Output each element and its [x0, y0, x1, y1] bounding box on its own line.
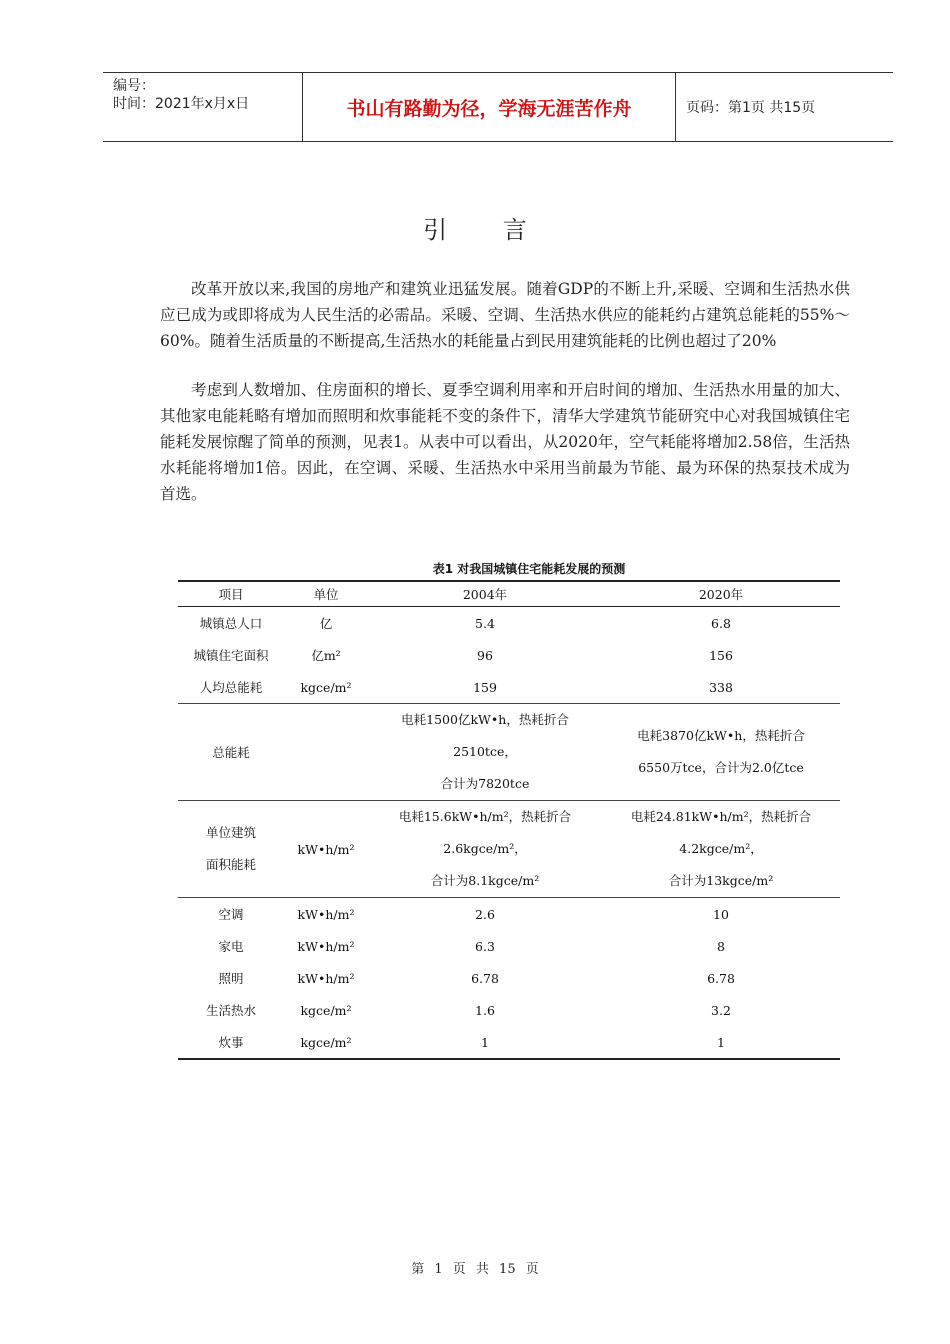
- cell-2020: 338: [709, 679, 733, 695]
- row-label: 生活热水: [205, 1003, 256, 1018]
- row-label: [178, 801, 284, 898]
- cell-2004: 96: [477, 647, 493, 663]
- cell-line: 电耗1500亿kW•h，热耗折合2510tce，: [401, 712, 569, 759]
- cell-line: 6550万tce，合计为2.0亿tce: [638, 760, 804, 775]
- row-label: 照明: [218, 971, 244, 986]
- row-unit: kW•h/m²: [284, 801, 368, 898]
- table-row: [178, 994, 840, 1026]
- row-unit: kW•h/m²: [297, 938, 355, 954]
- row-unit: [284, 704, 368, 801]
- table-row: [178, 1026, 840, 1059]
- cell-line: 电耗24.81kW•h/m²，热耗折合4.2kgce/m²，: [630, 809, 812, 856]
- cell-2004: 1: [368, 1026, 602, 1059]
- energy-forecast-table: [178, 558, 840, 1060]
- col-header-unit: 单位: [284, 581, 368, 607]
- header-page-info: 页码：第1页 共15页: [686, 100, 816, 116]
- cell-line: 面积能耗: [205, 857, 256, 872]
- cell-2020: 3.2: [711, 1002, 731, 1018]
- table-row: [178, 962, 840, 994]
- cell-2020: 10: [602, 898, 840, 931]
- col-header-item: 项目: [178, 581, 284, 607]
- row-label: 总能耗: [178, 704, 284, 801]
- cell-line: 合计为8.1kgce/m²: [430, 873, 540, 888]
- row-unit: kgce/m²: [300, 1002, 352, 1018]
- page-header: [103, 72, 893, 142]
- row-unit: 亿: [319, 616, 333, 631]
- header-motto: 书山有路勤为径，学海无涯苦作舟: [303, 73, 676, 141]
- row-unit: kgce/m²: [300, 679, 352, 695]
- table-row: [178, 639, 840, 671]
- page-footer: 第 1 页 共 15 页: [411, 1262, 539, 1277]
- row-label: 家电: [218, 939, 244, 954]
- row-unit: kgce/m²: [284, 1026, 368, 1059]
- row-label: 炊事: [178, 1026, 284, 1059]
- col-header-2020: 2020年: [602, 581, 840, 607]
- paragraph-2: 考虑到人数增加、住房面积的增长、夏季空调利用率和开启时间的增加、生活热水用量的加大、其他家电能耗略有增加而照明和炊事能耗不变的条件下，清华大学建筑节能研究中心对我国城镇住宅能耗发展惊醒了简单的预测，见表1。从表中可以看出，从2020年，空气耗能将增加2.58倍，生活热水耗能将增加1倍。因此，在空调、采暖、生活热水中采用当前最为节能、最为环保的热泵技术成为首选。: [160, 381, 850, 503]
- table-row: [178, 801, 840, 898]
- row-label: 空调: [178, 898, 284, 931]
- row-unit: 亿m²: [311, 648, 341, 663]
- paragraph-1: 改革开放以来,我国的房地产和建筑业迅猛发展。随着GDP的不断上升,采暖、空调和生活热水供应已成为或即将成为人民生活的必需品。采暖、空调、生活热水供应的能耗约占建筑总能耗的55%～60%。随着生活质量的不断提高,生活热水的耗能量占到民用建筑能耗的比例也超过了20%: [160, 280, 850, 350]
- table-caption: 表1 对我国城镇住宅能耗发展的预测: [432, 562, 626, 576]
- row-label: 人均总能耗: [199, 680, 263, 695]
- cell-2004: 1.6: [475, 1002, 495, 1018]
- cell-2020: [602, 801, 840, 898]
- row-label: 城镇住宅面积: [193, 648, 269, 663]
- cell-2020: 156: [709, 647, 733, 663]
- cell-line: 电耗3870亿kW•h，热耗折合: [637, 728, 805, 743]
- cell-line: 合计为13kgce/m²: [668, 873, 774, 888]
- table-row: [178, 671, 840, 704]
- date-label: 时间：2021年x月x日: [113, 96, 250, 112]
- cell-2020: 6.78: [707, 970, 735, 986]
- cell-2020: 8: [717, 938, 725, 954]
- table-row: [178, 898, 840, 931]
- cell-2020: 1: [602, 1026, 840, 1059]
- row-label: 城镇总人口: [199, 616, 263, 631]
- cell-2004: 6.3: [475, 938, 495, 954]
- header-meta: [103, 73, 303, 141]
- table: [178, 580, 840, 1060]
- cell-2004: 159: [473, 679, 497, 695]
- cell-2020: [602, 704, 840, 801]
- row-unit: kW•h/m²: [284, 898, 368, 931]
- cell-2004: [368, 704, 602, 801]
- cell-2004: [368, 801, 602, 898]
- cell-line: 合计为7820tce: [440, 776, 530, 791]
- row-unit: kW•h/m²: [297, 970, 355, 986]
- table-row: [178, 704, 840, 801]
- cell-2020: 6.8: [711, 615, 731, 631]
- cell-line: 单位建筑: [205, 825, 256, 840]
- col-header-2004: 2004年: [368, 581, 602, 607]
- cell-2004: 5.4: [475, 615, 495, 631]
- table-row: [178, 607, 840, 640]
- number-label: 编号：: [113, 78, 155, 94]
- table-row: [178, 930, 840, 962]
- cell-2004: 6.78: [471, 970, 499, 986]
- table-header-row: [178, 581, 840, 607]
- cell-2004: 2.6: [368, 898, 602, 931]
- page-title: 引 言: [423, 216, 551, 244]
- cell-line: 电耗15.6kW•h/m²，热耗折合2.6kgce/m²，: [398, 809, 572, 856]
